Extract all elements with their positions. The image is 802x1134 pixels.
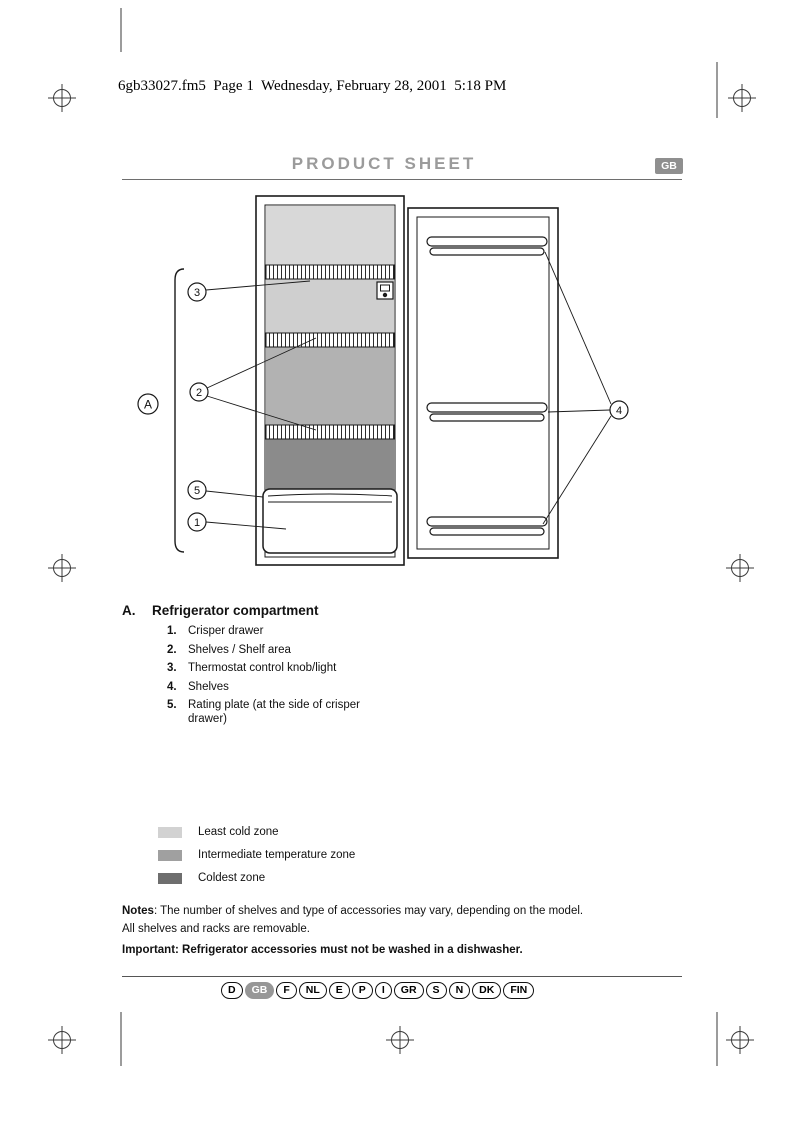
crop-mark (726, 554, 754, 582)
zone-swatch-intermediate (158, 850, 182, 861)
item-text: Rating plate (at the side of crisper drawer) (188, 699, 360, 725)
language-badge-s: S (426, 982, 447, 999)
page-title: PRODUCT SHEET (291, 154, 477, 173)
callout-a (138, 394, 158, 414)
zone-swatch-coldest (158, 873, 182, 884)
door-shelf-3 (427, 517, 547, 535)
notes-line-2: All shelves and racks are removable. (122, 923, 310, 935)
crop-mark (48, 554, 76, 582)
compartment-list (167, 624, 373, 731)
language-badge-gb: GB (245, 982, 275, 999)
language-badge-i: I (375, 982, 392, 999)
language-badge-e: E (329, 982, 350, 999)
title-divider (122, 179, 682, 180)
shelf-grill-1 (266, 265, 394, 279)
notes-text: : The number of shelves and type of accessories may vary, depending on the model. (153, 905, 584, 917)
zone-coldest (266, 439, 394, 490)
language-badge-dk: DK (472, 982, 501, 999)
list-item (167, 698, 373, 726)
item-text: Shelves / Shelf area (188, 643, 291, 656)
language-badge-fin: FIN (503, 982, 534, 999)
callout-5-label: 5 (193, 485, 201, 497)
door-shelf-1 (427, 237, 547, 255)
callout-4-label: 4 (615, 405, 623, 417)
language-badge-gr: GR (394, 982, 424, 999)
item-number: 3. (167, 662, 177, 674)
item-number: 4. (167, 680, 177, 693)
callout-1 (188, 513, 206, 531)
compartment-bracket (175, 269, 184, 552)
refrigerator-door (408, 208, 558, 558)
crop-mark (726, 1026, 754, 1054)
language-badge-d: D (221, 982, 243, 999)
item-number: 5. (167, 699, 177, 711)
callout-4 (610, 401, 628, 419)
thermostat-knob-icon (377, 282, 393, 299)
zone-least-cold (266, 206, 394, 267)
callout-3 (188, 283, 206, 301)
item-text: Thermostat control knob/light (188, 662, 337, 674)
section-letter: A. (122, 603, 136, 618)
item-number: 1. (167, 625, 177, 637)
callout-5 (188, 481, 206, 499)
zone-least-cold-lower (266, 279, 394, 333)
shelf-grill-2 (266, 333, 394, 347)
item-number: 2. (167, 643, 177, 656)
callout-1-label: 1 (193, 517, 201, 529)
section-title: Refrigerator compartment (152, 603, 319, 618)
crop-mark (386, 1026, 414, 1054)
crop-mark (728, 84, 756, 112)
language-badge-f: F (276, 982, 296, 999)
footer-divider (122, 976, 682, 977)
legend-row (158, 872, 355, 884)
callout-2-label: 2 (195, 387, 203, 399)
list-item (167, 624, 373, 638)
item-text: Crisper drawer (188, 625, 264, 637)
notes-line-1 (122, 904, 688, 918)
crisper-drawer (263, 489, 397, 553)
zone-swatch-least-cold (158, 827, 182, 838)
section-heading (122, 603, 319, 618)
notes-block (122, 904, 688, 961)
legend-label: Least cold zone (198, 826, 279, 838)
callout-a-label: A (143, 397, 153, 412)
language-badge-nl: NL (299, 982, 327, 999)
crop-mark (48, 1026, 76, 1054)
list-item (167, 643, 373, 657)
legend-row (158, 849, 355, 861)
crop-mark (48, 84, 76, 112)
door-shelf-2 (427, 403, 547, 421)
legend-label: Coldest zone (198, 872, 266, 884)
zone-legend (158, 826, 355, 895)
list-item (167, 661, 373, 675)
refrigerator-cabinet (256, 196, 404, 565)
legend-row (158, 826, 355, 838)
legend-label: Intermediate temperature zone (198, 849, 356, 861)
language-tag: GB (655, 158, 683, 174)
language-badge-p: P (352, 982, 373, 999)
language-badges (221, 982, 534, 999)
notes-label: Notes (122, 905, 154, 917)
print-header: 6gb33027.fm5 Page 1 Wednesday, February 28, 2001 5:18 PM (118, 78, 507, 94)
list-item (167, 680, 373, 694)
item-text: Shelves (188, 680, 229, 693)
language-badge-n: N (449, 982, 471, 999)
callout-2 (190, 383, 208, 401)
zone-intermediate (266, 347, 394, 425)
shelf-grill-3 (266, 425, 394, 439)
callout-3-label: 3 (193, 287, 201, 299)
notes-important: Important: Refrigerator accessories must not be washed in a dishwasher. (122, 944, 523, 956)
